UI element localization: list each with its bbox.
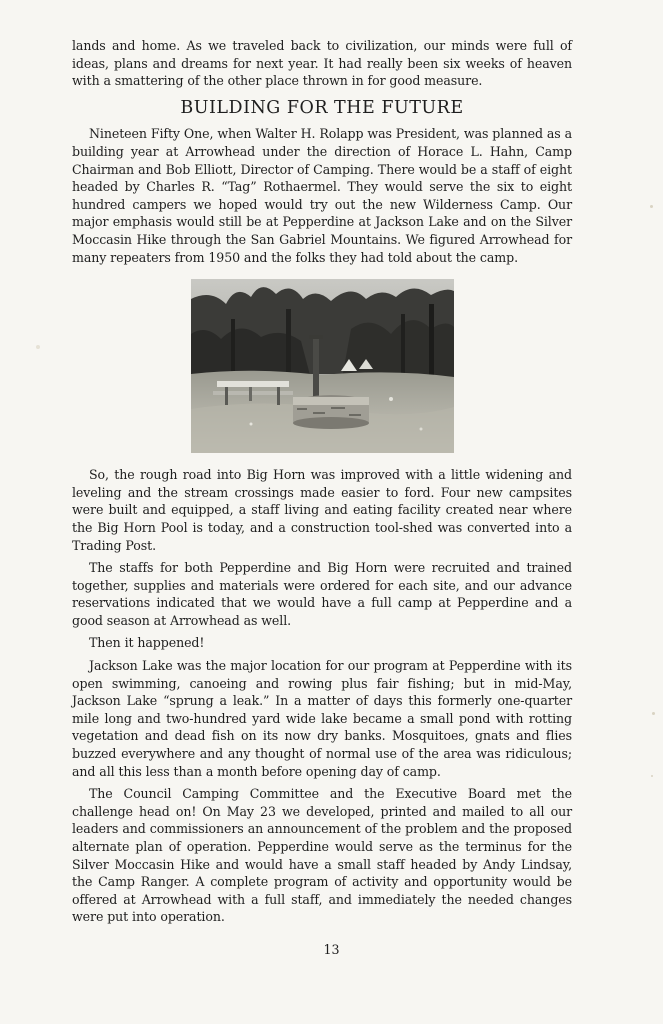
paper-speck [650, 205, 653, 208]
paragraph-1: Nineteen Fifty One, when Walter H. Rolapp was President, was planned as a building year at Arrowhead under the direction of Horace L. Hahn, Camp Chairman and Bob Elliott, Director of Camping. There would be a staff of eight headed by Charles R. “Tag” Rothaermel. They would serve the six to eight hundred campers we hoped would try out the new Wilderness Camp. Our major emphasis would still be at Pepperdine at Jackson Lake and on the Silver Moccasin Hike through the San Gabriel Mountains. We figured Arrowhead for many repeaters from 1950 and the folks they had told about the camp. [72, 126, 572, 265]
section-heading: BUILDING FOR THE FUTURE [180, 97, 464, 118]
page-body [72, 37, 572, 931]
paper-speck [36, 345, 40, 349]
paragraph-2: So, the rough road into Big Horn was improved with a little widening and leveling and the stream crossings made easier to ford. Four new campsites were built and equipped, a staff living and eating facility created near where the Big Horn Pool is today, and a construction tool-shed was converted into a Trading Post. [72, 467, 572, 553]
paper-speck [651, 775, 653, 777]
paragraph-3: The staffs for both Pepperdine and Big Horn were recruited and trained together, supplies and materials were ordered for each site, and our advance reservations indicated that we would have a full camp at Pepperdine and a good season at Arrowhead as well. [72, 560, 572, 628]
paragraph-5: Jackson Lake was the major location for our program at Pepperdine with its open swimming, canoeing and rowing plus fair fishing; but in mid-May, Jackson Lake “sprung a leak.” In a matter of days this formerly one-quarter mile long and two-hundred yard wide lake became a small pond with rotting vegetation and dead fish on its now dry banks. Mosquitoes, gnats and flies buzzed everywhere and any thought of normal use of the area was ridiculous; and all this less than a month before opening day of camp. [72, 658, 572, 779]
campsite-photo [191, 279, 454, 453]
paper-speck [652, 712, 655, 715]
photo-container [72, 279, 572, 453]
paragraph-6: The Council Camping Committee and the Executive Board met the challenge head on! On May 23 we developed, printed and mailed to all our leaders and commissioners an announcement of the problem and the proposed alternate plan of operation. Pepperdine would serve as the terminus for the Silver Moccasin Hike and would have a small staff headed by Andy Lindsay, the Camp Ranger. A complete program of activity and opportunity would be offered at Arrowhead with a full staff, and immediately the needed changes were put into operation. [72, 786, 572, 925]
page-number: 13 [323, 942, 340, 957]
paragraph-4: Then it happened! [89, 635, 205, 651]
intro-paragraph: lands and home. As we traveled back to civilization, our minds were full of ideas, plans and dreams for next year. It had really been six weeks of heaven with a smattering of the other place thrown in for good measure. [72, 38, 572, 89]
